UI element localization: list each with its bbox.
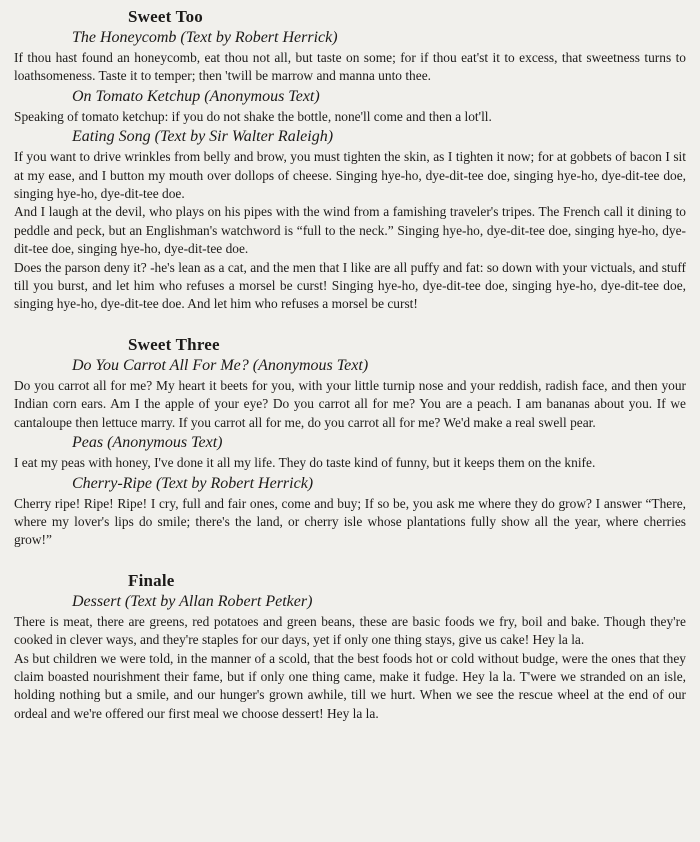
paragraph: And I laugh at the devil, who plays on his pipes with the wind from a famishing traveler's tripes. The French call it dining to peddle and peck, but an Englishman's watchword is “full to the neck.” Singing hye-ho, dye-dit-tee doe, singing hye-ho, dye-dit-tee doe, singing hye-ho, dye-dit-tee doe. <box>14 204 686 257</box>
section-sweet-too <box>14 6 686 314</box>
paragraph: If you want to drive wrinkles from belly and brow, you must tighten the skin, as I tighten it now; for at gobbets of bacon I sit at my ease, and I button my mouth over dollops of cheese. Singing hye-ho, dye-dit-tee doe, singing hye-ho, dye-dit-tee doe, singing hye-ho, dye-dit-tee doe. <box>14 149 686 202</box>
piece-tomato-ketchup <box>14 87 686 126</box>
section-title: Sweet Three <box>128 334 220 354</box>
section-title: Sweet Too <box>128 7 204 26</box>
section-title: Finale <box>128 570 175 590</box>
paragraph: Cherry ripe! Ripe! Ripe! I cry, full and fair ones, come and buy; If so be, you ask me where they do grow? I answer “There, where my lover's lips do smile; there's the land, or cherry isle whose plantations fully show all the year, where cherries grow!” <box>14 495 686 548</box>
piece-title: Dessert (Text by Allan Robert Petker) <box>72 592 313 610</box>
piece-cherry-ripe <box>14 474 686 550</box>
piece-title: Do You Carrot All For Me? (Anonymous Text) <box>72 356 369 374</box>
paragraph: I eat my peas with honey, I've done it all my life. They do taste kind of funny, but it keeps them on the knife. <box>14 455 596 471</box>
piece-eating-song <box>14 127 686 314</box>
piece-honeycomb <box>14 28 686 86</box>
paragraph: There is meat, there are greens, red potatoes and green beans, these are basic foods we fry, boil and bake. Though they're cooked in clever ways, and they're staples for our days, yet if only one thing stays, give us cake! Hey la la. <box>14 613 686 648</box>
piece-title: The Honeycomb (Text by Robert Herrick) <box>72 29 338 46</box>
section-finale <box>14 570 686 723</box>
paragraph: Do you carrot all for me? My heart it beets for you, with your little turnip nose and your reddish, radish face, and then your Indian corn ears. Am I the apple of your eye? Do you carrot all for me? You are a peach. I am bananas about you. If we cantaloupe then lettuce marry. If you carrot all for me, do you carrot all for me? We'd make a real swell pear. <box>14 377 686 430</box>
paragraph: If thou hast found an honeycomb, eat thou not all, but taste on some; for if thou eat'st it to excess, that sweetness turns to loathsomeness. Taste it to temper; then 'twill be marrow and manna unto thee. <box>14 50 686 84</box>
piece-title: On Tomato Ketchup (Anonymous Text) <box>72 87 320 105</box>
paragraph: Speaking of tomato ketchup: if you do not shake the bottle, none'll come and then a lot'll. <box>14 108 492 124</box>
piece-dessert <box>14 592 686 723</box>
piece-carrot <box>14 356 686 432</box>
piece-peas <box>14 433 686 472</box>
section-sweet-three <box>14 334 686 550</box>
piece-title: Eating Song (Text by Sir Walter Raleigh) <box>72 128 334 146</box>
piece-title: Cherry-Ripe (Text by Robert Herrick) <box>72 474 314 492</box>
piece-title: Peas (Anonymous Text) <box>72 434 223 452</box>
paragraph: As but children we were told, in the manner of a scold, that the best foods hot or cold without budge, were the ones that they claim boasted nourishment their fame, but if only one thing came, make it fudge. Hey la la. T'were we stranded on an isle, holding nothing but a smile, and our hunger's grown awhile, till we hurt. When we see the rescue wheel at the end of our ordeal and we're offered our first meal we choose dessert! Hey la la. <box>14 650 686 721</box>
paragraph: Does the parson deny it? -he's lean as a cat, and the men that I like are all puffy and fat: so down with your victuals, and stuff till you burst, and let him who refuses a morsel be curst! Singing hye-ho, dye-dit-tee doe, singing hye-ho, dye-dit-tee doe, singing hye-ho, dye-dit-tee doe. And let him who refuses a morsel be curst! <box>14 259 686 312</box>
